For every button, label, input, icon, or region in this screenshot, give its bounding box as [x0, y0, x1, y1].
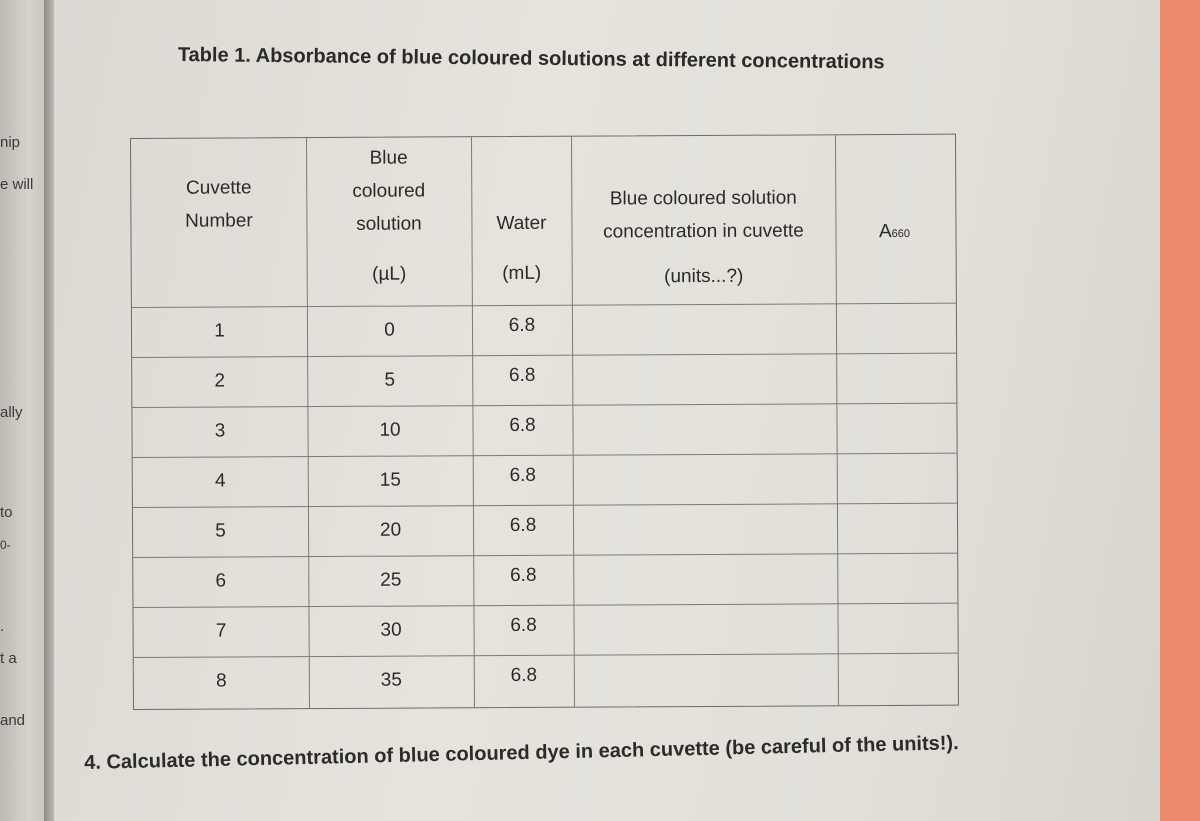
margin-word: to	[0, 504, 13, 521]
row-divider	[132, 353, 956, 359]
row-divider	[133, 603, 957, 609]
margin-word: and	[0, 712, 26, 729]
cell-blue-ul: 35	[380, 669, 402, 691]
cell-cuvette: 1	[214, 320, 225, 342]
orange-background	[1160, 0, 1200, 821]
table-title: Table 1. Absorbance of blue coloured solutions at different concentrations	[177, 44, 885, 74]
cell-cuvette: 7	[215, 620, 227, 642]
margin-word: e will	[0, 176, 34, 193]
row-divider	[133, 453, 957, 459]
cell-blue-ul: 15	[379, 469, 401, 491]
cell-blue-ul: 10	[379, 419, 401, 441]
cell-water-ml: 6.8	[509, 414, 536, 437]
margin-word: .	[0, 618, 5, 635]
cell-water-ml: 6.8	[510, 564, 537, 587]
cell-cuvette: 4	[214, 470, 226, 492]
row-divider	[133, 553, 957, 559]
cell-cuvette: 3	[214, 420, 226, 442]
cell-cuvette: 2	[214, 370, 226, 392]
cell-cuvette: 6	[215, 570, 227, 592]
row-divider	[132, 403, 956, 409]
cell-water-ml: 6.8	[510, 664, 538, 687]
cell-blue-ul: 30	[380, 619, 402, 641]
header-conc-unit: (units...?)	[664, 265, 744, 288]
margin-word: t a	[0, 650, 17, 667]
margin-word: ally	[0, 404, 23, 421]
header-water-unit: (mL)	[502, 262, 542, 285]
header-concentration: Blue coloured solution concentration in cuvette (units...?)	[571, 181, 836, 293]
absorbance-table	[130, 134, 959, 710]
cell-blue-ul: 25	[380, 569, 402, 591]
header-absorbance: A660	[878, 221, 911, 243]
cell-water-ml: 6.8	[510, 614, 537, 637]
cell-cuvette: 8	[215, 670, 227, 692]
header-water: Water (mL)	[471, 207, 571, 291]
row-divider	[134, 653, 958, 659]
question-4: 4. Calculate the concentration of blue coloured dye in each cuvette (be careful of the units!).	[84, 732, 959, 774]
header-cuvette-number: Cuvette Number	[185, 177, 253, 232]
header-blue-unit: (µL)	[372, 263, 407, 285]
cell-blue-ul: 0	[384, 319, 395, 341]
cell-blue-ul: 20	[379, 519, 402, 541]
row-divider	[133, 503, 957, 509]
cell-water-ml: 6.8	[509, 464, 537, 487]
header-blue-solution: Blue coloured solution (µL)	[306, 141, 472, 291]
cell-cuvette: 5	[215, 520, 226, 542]
row-divider	[132, 303, 956, 309]
margin-word: 0-	[0, 538, 11, 552]
book-spine	[44, 0, 54, 821]
cell-water-ml: 6.8	[508, 364, 536, 387]
cell-water-ml: 6.8	[508, 314, 536, 337]
cell-water-ml: 6.8	[509, 514, 537, 537]
margin-word: nip	[0, 134, 21, 151]
cell-blue-ul: 5	[384, 369, 396, 391]
